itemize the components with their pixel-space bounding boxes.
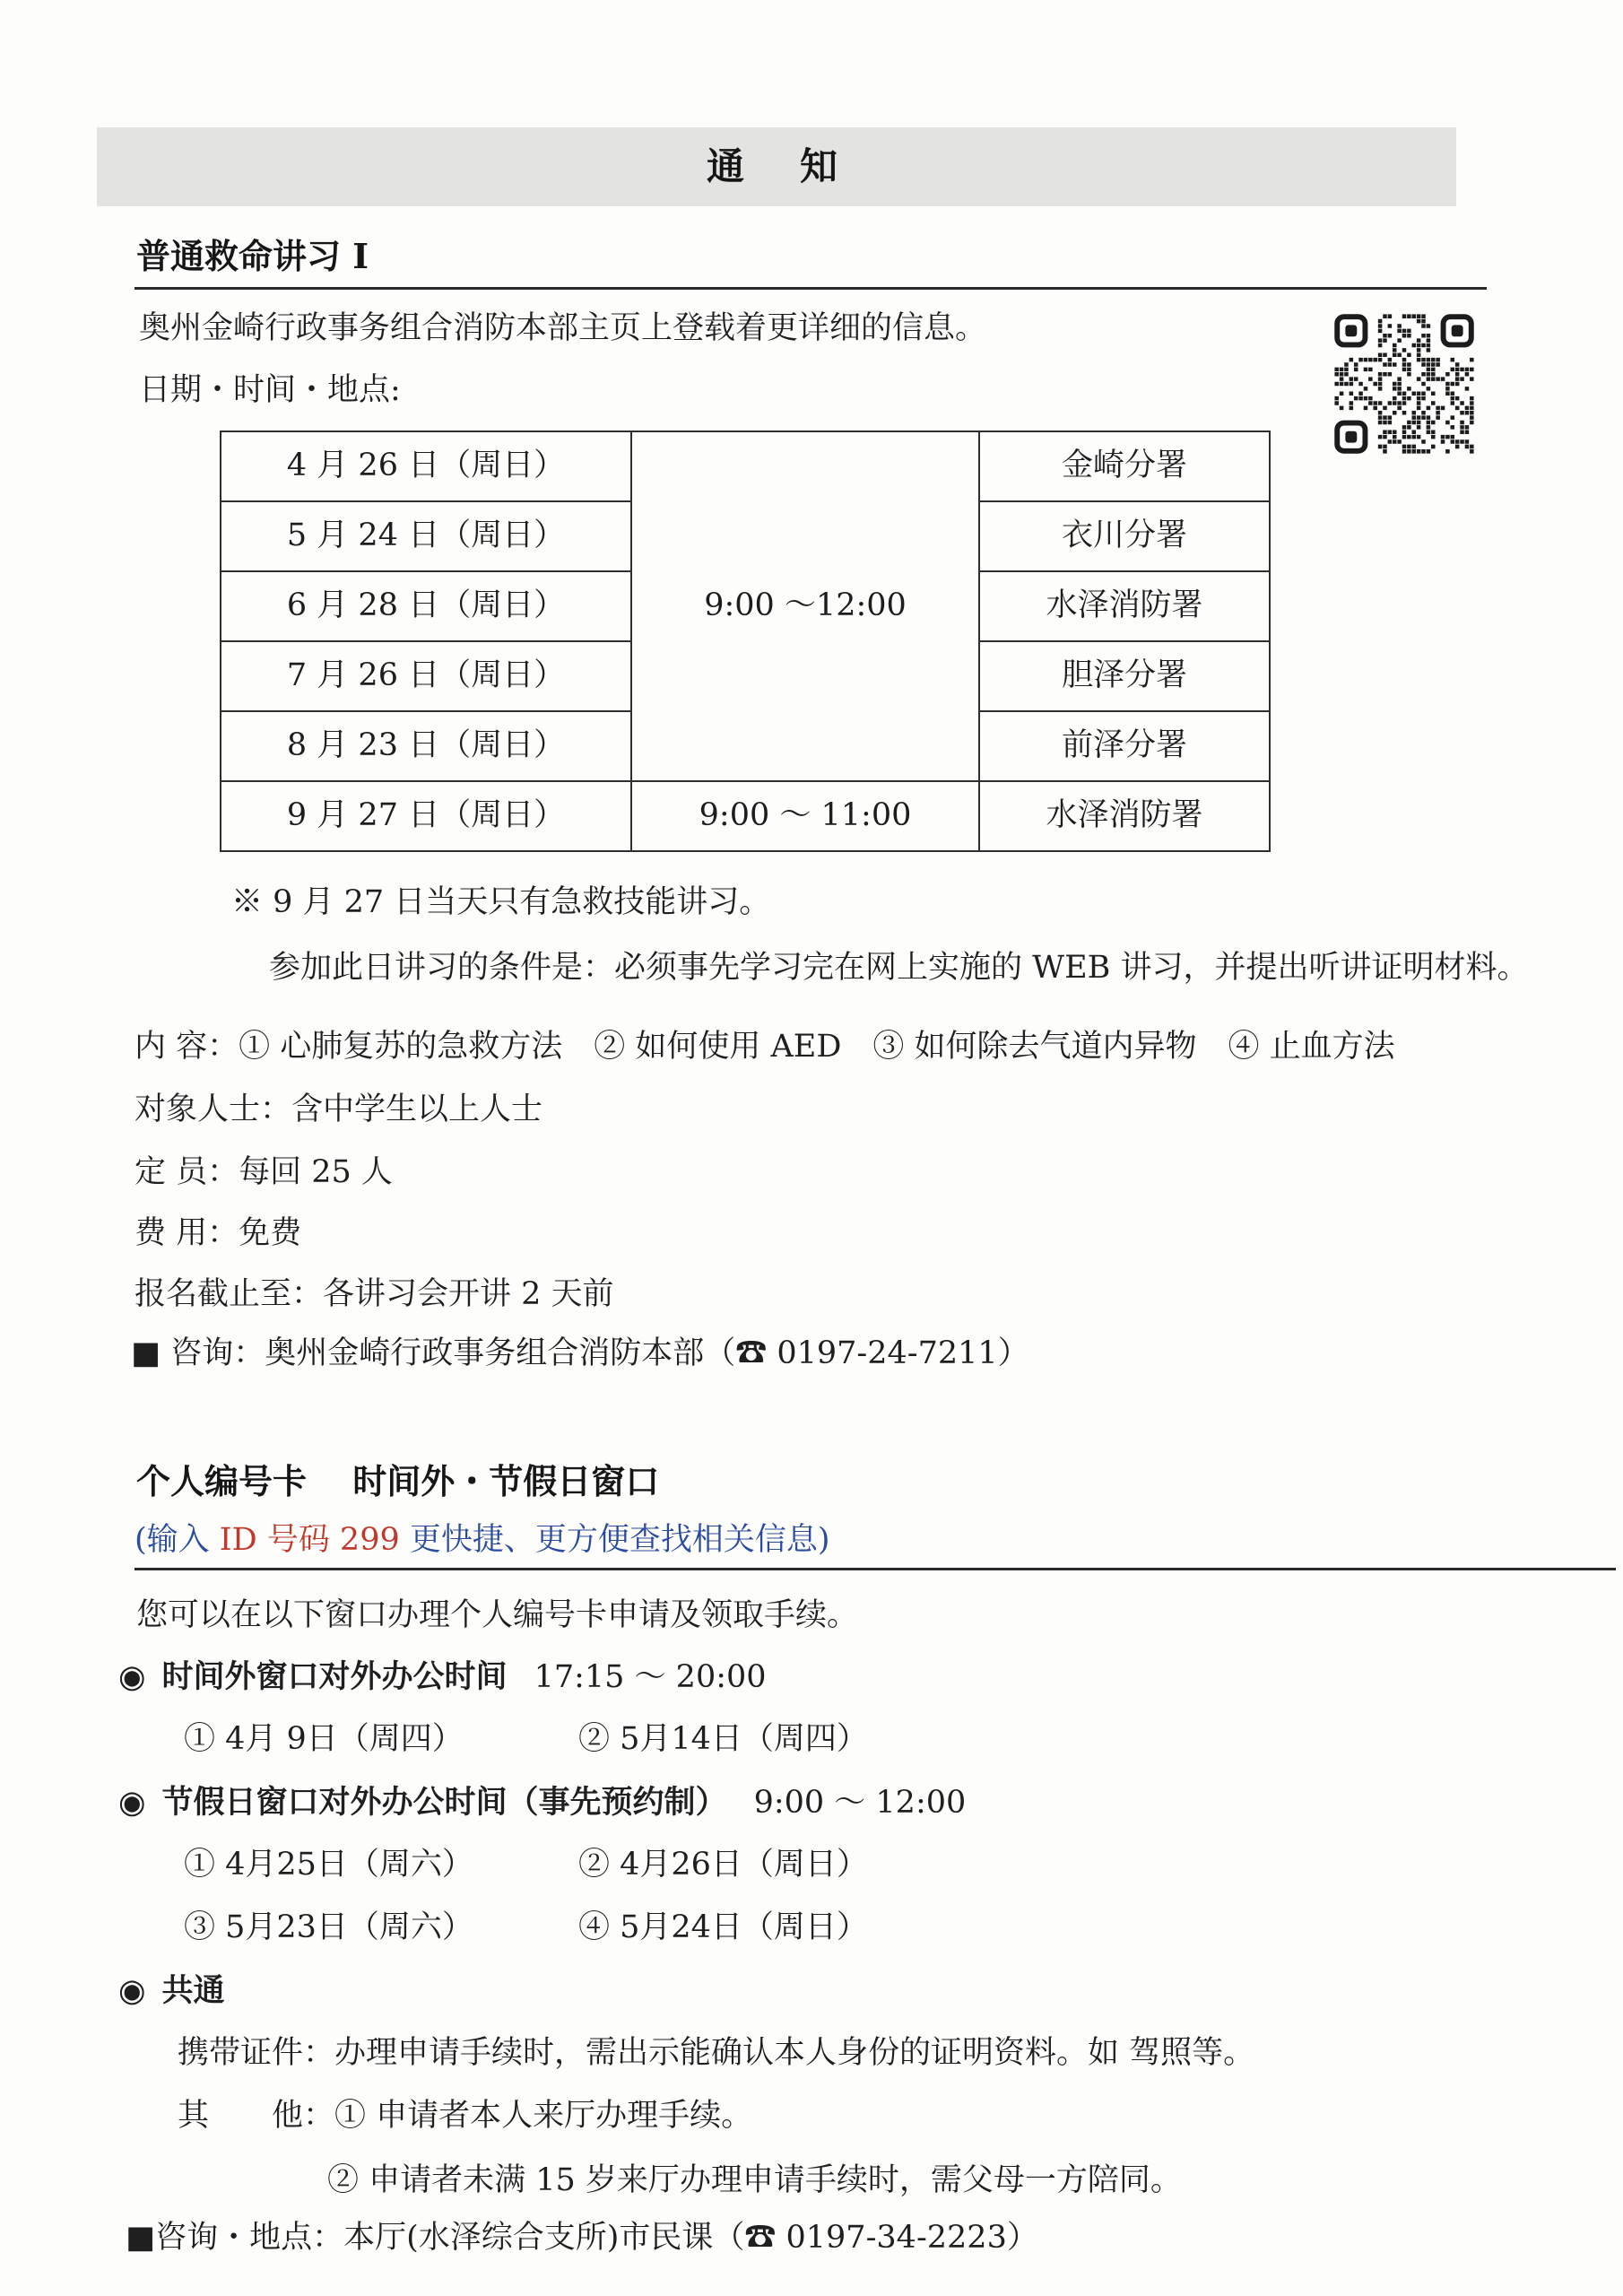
section2-heading-rule	[135, 1568, 1616, 1570]
page-title: 通 知	[706, 144, 846, 188]
location-cell: 胆泽分署	[979, 641, 1270, 711]
target-line: 对象人士：含中学生以上人士	[135, 1091, 543, 1127]
date-item: ① 4月 9日（周四）	[184, 1721, 464, 1757]
location-cell: 金崎分署	[979, 431, 1270, 501]
section2-heading: 个人编号卡 时间外・节假日窗口	[136, 1461, 660, 1501]
time-cell-merged: 9:00 ～12:00	[631, 431, 979, 781]
section2-contact-line: ■咨询・地点：本厅(水泽综合支所)市民课（☎ 0197-34-2223）	[126, 2220, 1038, 2256]
location-cell: 水泽消防署	[979, 781, 1270, 851]
holiday-dates-row-1	[184, 1846, 868, 1885]
content-line: 内 容：① 心肺复苏的急救方法 ② 如何使用 AED ③ 如何除去气道内异物 ④ 止血方法	[135, 1029, 1395, 1065]
deadline-line: 报名截止至：各讲习会开讲 2 天前	[135, 1276, 614, 1312]
common-label: 共通	[161, 1972, 225, 2009]
section1-intro: 奥州金崎行政事务组合消防本部主页上登载着更详细的信息。	[139, 310, 987, 346]
table-row	[221, 431, 1270, 501]
location-cell: 前泽分署	[979, 711, 1270, 781]
date-cell: 5 月 24 日（周日）	[221, 501, 631, 571]
table-note-2: 参加此日讲习的条件是：必须事先学习完在网上实施的 WEB 讲习，并提出听讲证明材料。	[269, 950, 1529, 986]
date-item: ④ 5月24日（周日）	[578, 1909, 868, 1945]
date-item: ② 4月26日（周日）	[578, 1847, 868, 1883]
section1-heading: 普通救命讲习 I	[136, 236, 369, 276]
fisheye-bullet-icon: ◉	[118, 1659, 146, 1695]
fisheye-bullet-icon: ◉	[118, 1785, 146, 1821]
common-line	[118, 1971, 225, 2012]
overtime-window-label: 时间外窗口对外办公时间	[161, 1658, 508, 1695]
date-cell: 9 月 27 日（周日）	[221, 781, 631, 851]
date-cell: 6 月 28 日（周日）	[221, 571, 631, 641]
date-cell: 7 月 26 日（周日）	[221, 641, 631, 711]
fee-line: 费 用：免费	[135, 1215, 302, 1251]
table-row	[221, 781, 1270, 851]
id-note-suffix: 更快捷、更方便查找相关信息)	[399, 1522, 830, 1558]
date-item: ② 5月14日（周四）	[578, 1721, 868, 1757]
overtime-window-line	[118, 1657, 767, 1698]
capacity-line: 定 员：每回 25 人	[135, 1154, 393, 1190]
holiday-window-time: 9:00 ～ 12:00	[753, 1785, 967, 1821]
table-note-1: ※ 9 月 27 日当天只有急救技能讲习。	[231, 884, 771, 920]
date-cell: 4 月 26 日（周日）	[221, 431, 631, 501]
section1-contact-line: ■ 咨询：奥州金崎行政事务组合消防本部（☎ 0197-24-7211）	[131, 1335, 1029, 1371]
section1-heading-rule	[135, 287, 1487, 290]
date-cell: 8 月 23 日（周日）	[221, 711, 631, 781]
location-cell: 衣川分署	[979, 501, 1270, 571]
date-item: ① 4月25日（周六）	[184, 1847, 473, 1883]
other-line	[178, 2097, 752, 2136]
page-title-banner	[97, 127, 1456, 206]
fisheye-bullet-icon: ◉	[118, 1973, 146, 2009]
holiday-dates-row-2	[184, 1909, 868, 1948]
section2-intro: 您可以在以下窗口办理个人编号卡申请及领取手续。	[136, 1597, 859, 1633]
section1-datetime-label: 日期・时间・地点:	[139, 372, 401, 408]
documents-line: 携带证件：办理申请手续时，需出示能确认本人身份的证明资料。如 驾照等。	[178, 2035, 1255, 2071]
id-shortcut-note	[135, 1521, 830, 1561]
schedule-table	[220, 430, 1271, 852]
other-item-1: ① 申请者本人来厅办理手续。	[334, 2098, 753, 2134]
location-cell: 水泽消防署	[979, 571, 1270, 641]
other-item-2: ② 申请者未满 15 岁来厅办理申请手续时，需父母一方陪同。	[327, 2162, 1182, 2198]
overtime-window-time: 17:15 ～ 20:00	[534, 1659, 767, 1695]
id-note-prefix: (输入	[135, 1522, 220, 1558]
qr-code	[1334, 314, 1474, 454]
holiday-window-label: 节假日窗口对外办公时间（事先预约制）	[161, 1784, 727, 1821]
overtime-dates-row	[184, 1720, 868, 1760]
date-item: ③ 5月23日（周六）	[184, 1909, 473, 1945]
time-cell-last: 9:00 ～ 11:00	[631, 781, 979, 851]
other-label: 其 他：	[178, 2098, 335, 2134]
holiday-window-line	[118, 1783, 966, 1823]
id-note-number: ID 号码 299	[219, 1522, 400, 1558]
